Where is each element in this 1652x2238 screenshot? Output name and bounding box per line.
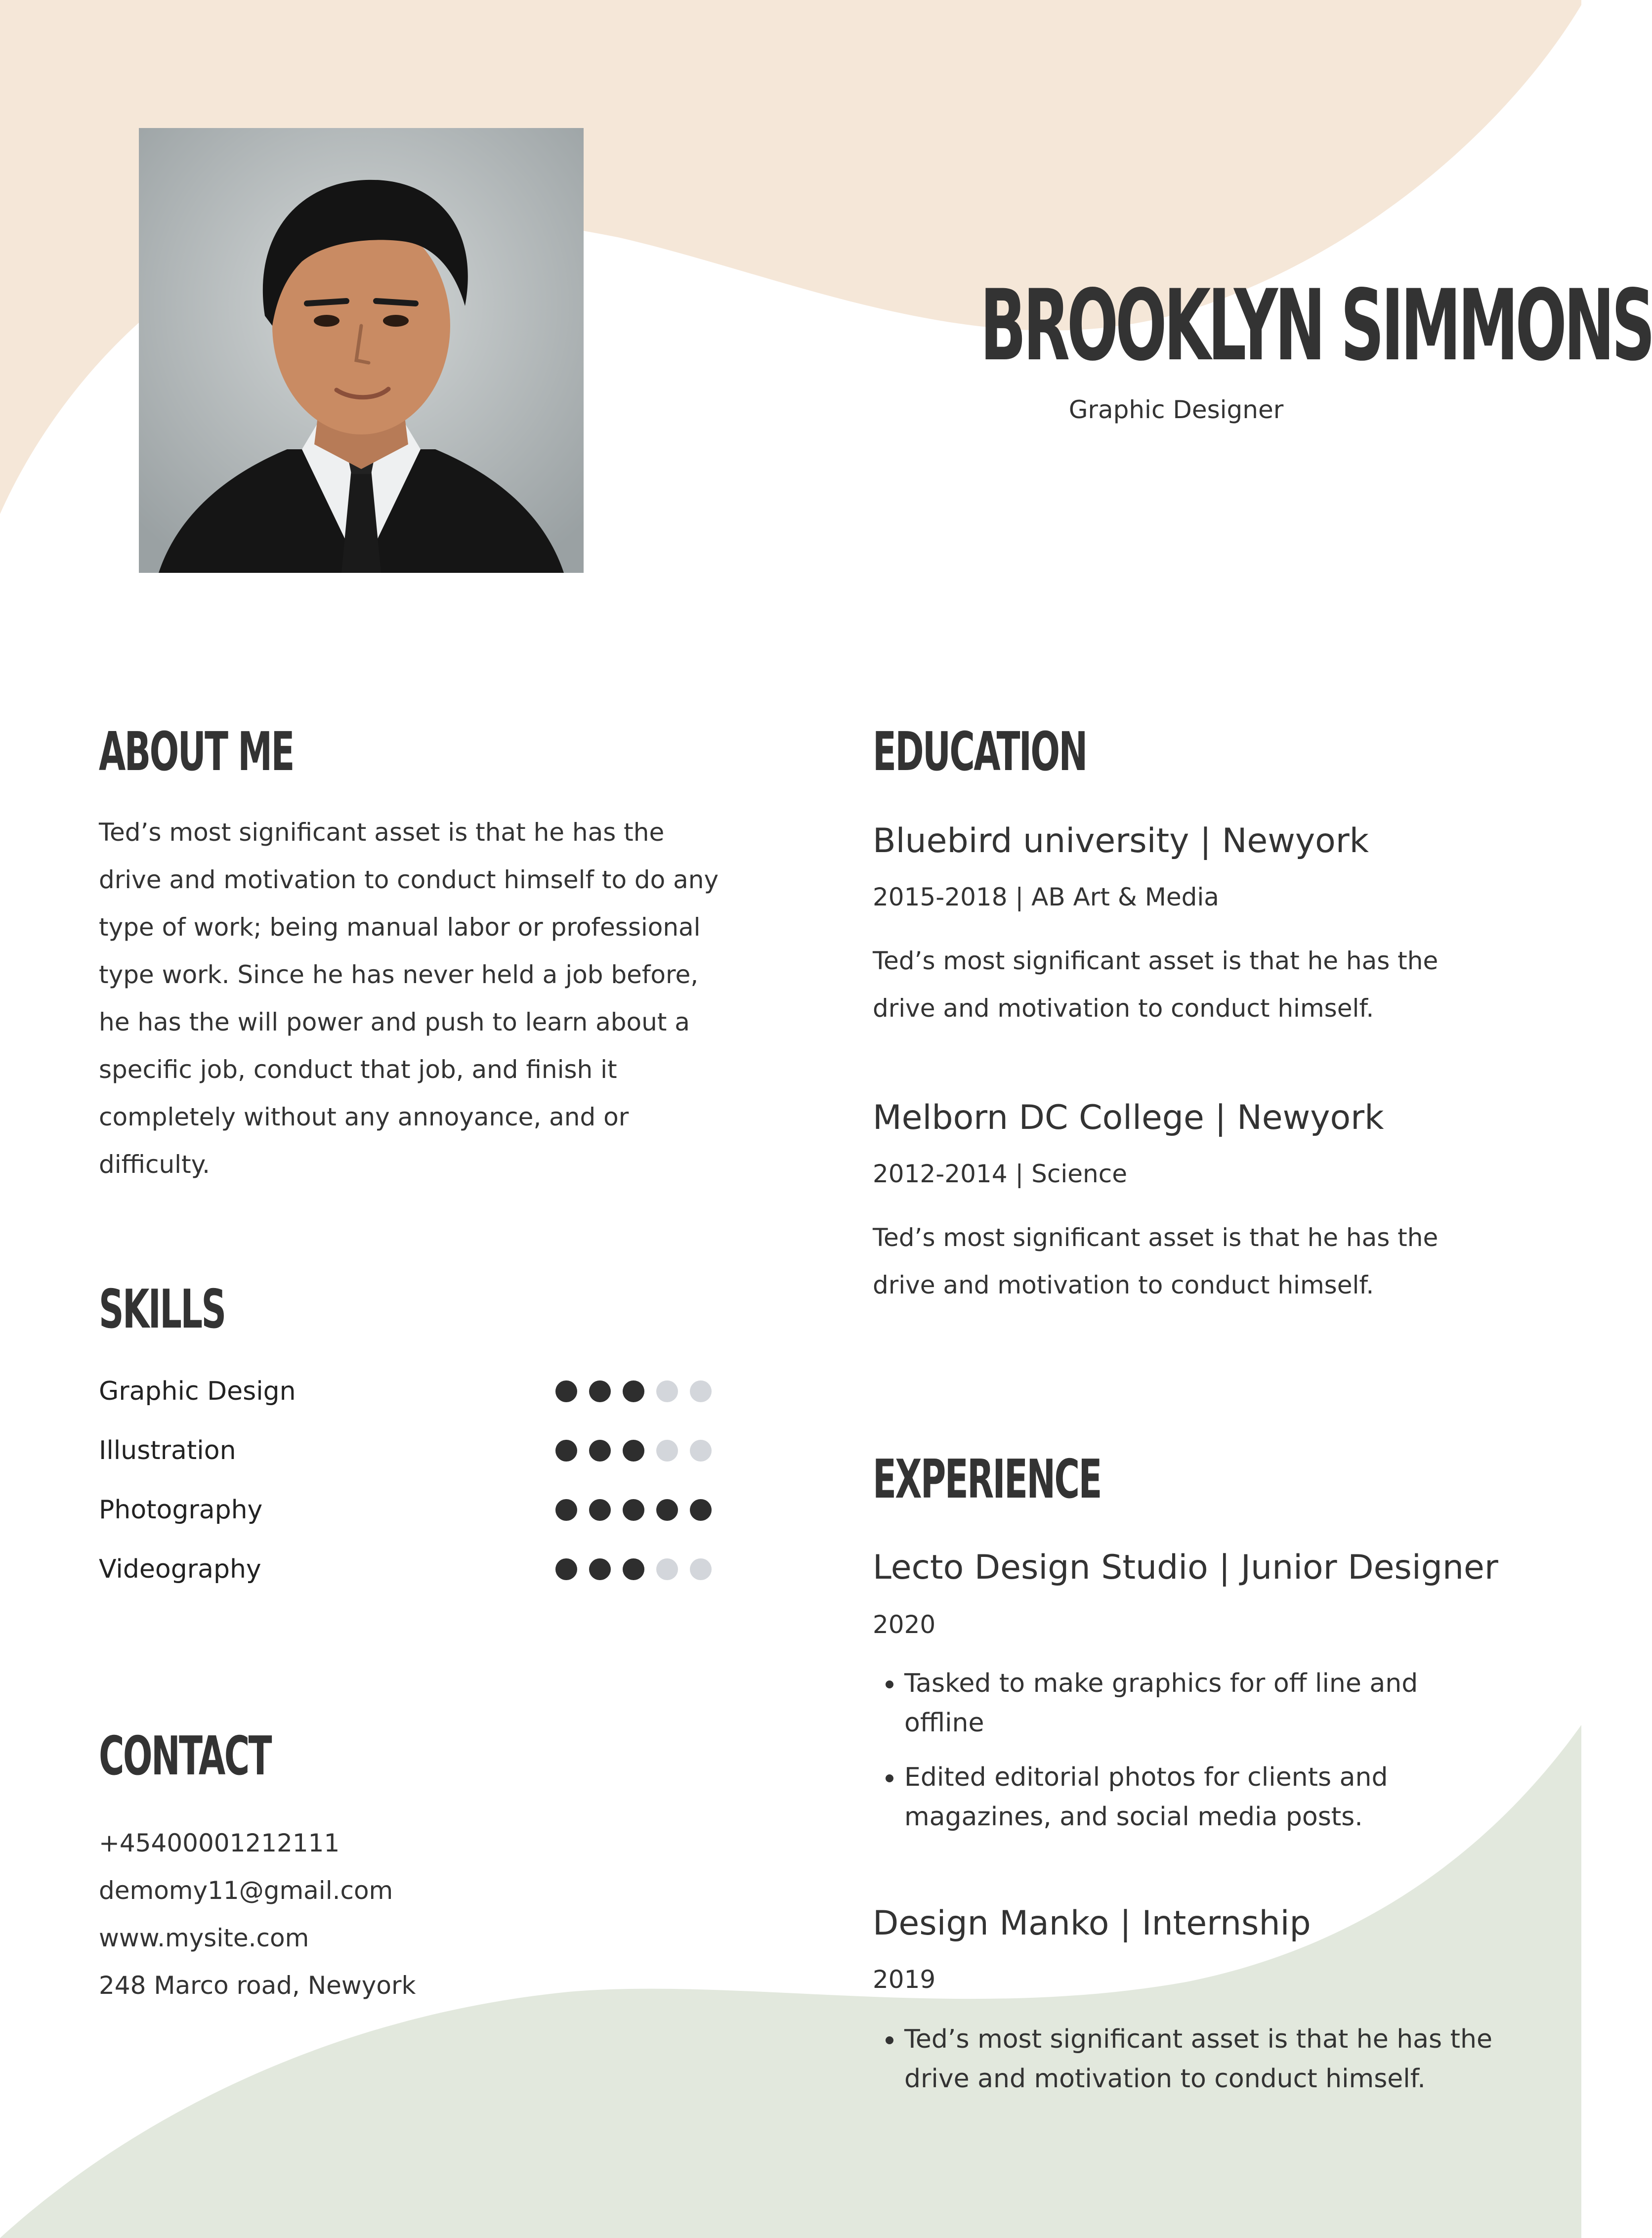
- rating-dot-filled: [555, 1380, 577, 1402]
- rating-dot-filled: [589, 1558, 611, 1580]
- rating-dot-empty: [656, 1380, 678, 1402]
- rating-dot-filled: [589, 1440, 611, 1462]
- experience-bullets: [873, 1664, 1497, 1851]
- rating-dot-filled: [623, 1440, 644, 1462]
- experience-year: 2020: [873, 1610, 936, 1639]
- about-heading: ABOUT ME: [99, 721, 294, 783]
- experience-bullet: • Tasked to make graphics for off line and offline: [904, 1664, 1497, 1743]
- profile-photo: [139, 128, 584, 573]
- contact-address: 248 Marco road, Newyork: [99, 1971, 416, 2000]
- experience-title: Design Manko | Internship: [873, 1904, 1311, 1943]
- skill-rating: [555, 1380, 712, 1402]
- skills-heading: SKILLS: [99, 1279, 225, 1340]
- candidate-name: BROOKLYN SIMMONS: [980, 268, 1652, 383]
- contact-heading: CONTACT: [99, 1725, 271, 1787]
- education-text: Ted’s most significant asset is that he has the drive and motivation to conduct himself.: [873, 947, 1439, 1023]
- skill-row: [99, 1493, 712, 1527]
- rating-dot-filled: [690, 1499, 712, 1521]
- rating-dot-filled: [656, 1499, 678, 1521]
- rating-dot-empty: [690, 1380, 712, 1402]
- rating-dot-filled: [589, 1499, 611, 1521]
- skill-row: [99, 1374, 712, 1409]
- experience-bullet: • Ted’s most significant asset is that he has the drive and motivation to conduct himself.: [904, 2020, 1497, 2099]
- candidate-role: Graphic Designer: [1068, 395, 1284, 424]
- skill-name: Graphic Design: [99, 1377, 296, 1406]
- about-text: Ted’s most significant asset is that he has the drive and motivation to conduct himself to do any type of work; being manual labor or professional type work. Since he has never held a job before, he has the will power and push to learn about a specific job, conduct that job, and finish it completely without any annoyance, and or difficulty.: [99, 818, 719, 1179]
- skill-name: Illustration: [99, 1436, 236, 1465]
- rating-dot-empty: [656, 1440, 678, 1462]
- experience-title: Lecto Design Studio | Junior Designer: [873, 1548, 1498, 1587]
- rating-dot-filled: [555, 1499, 577, 1521]
- skill-name: Photography: [99, 1495, 263, 1525]
- contact-phone: +45400001212111: [99, 1829, 340, 1857]
- skill-rating: [555, 1499, 712, 1521]
- education-title: Melborn DC College | Newyork: [873, 1098, 1384, 1137]
- skill-name: Videography: [99, 1554, 261, 1584]
- education-heading: EDUCATION: [873, 721, 1087, 783]
- skill-rating: [555, 1558, 712, 1580]
- portrait-illustration: [139, 128, 584, 573]
- contact-email: demomy11@gmail.com: [99, 1876, 393, 1905]
- rating-dot-empty: [690, 1558, 712, 1580]
- education-meta: 2015-2018 | AB Art & Media: [873, 883, 1219, 911]
- education-meta: 2012-2014 | Science: [873, 1160, 1127, 1188]
- experience-heading: EXPERIENCE: [873, 1449, 1101, 1510]
- skill-row: [99, 1552, 712, 1587]
- experience-year: 2019: [873, 1965, 936, 1994]
- rating-dot-filled: [623, 1499, 644, 1521]
- rating-dot-filled: [555, 1558, 577, 1580]
- rating-dot-empty: [690, 1440, 712, 1462]
- contact-website: www.mysite.com: [99, 1924, 309, 1952]
- skill-row: [99, 1433, 712, 1468]
- rating-dot-filled: [623, 1558, 644, 1580]
- education-title: Bluebird university | Newyork: [873, 821, 1369, 861]
- rating-dot-filled: [555, 1440, 577, 1462]
- experience-bullets: [873, 2020, 1497, 2113]
- rating-dot-empty: [656, 1558, 678, 1580]
- rating-dot-filled: [623, 1380, 644, 1402]
- education-text: Ted’s most significant asset is that he has the drive and motivation to conduct himself.: [873, 1223, 1439, 1299]
- experience-bullet: • Edited editorial photos for clients and magazines, and social media posts.: [904, 1758, 1497, 1837]
- skill-rating: [555, 1440, 712, 1462]
- rating-dot-filled: [589, 1380, 611, 1402]
